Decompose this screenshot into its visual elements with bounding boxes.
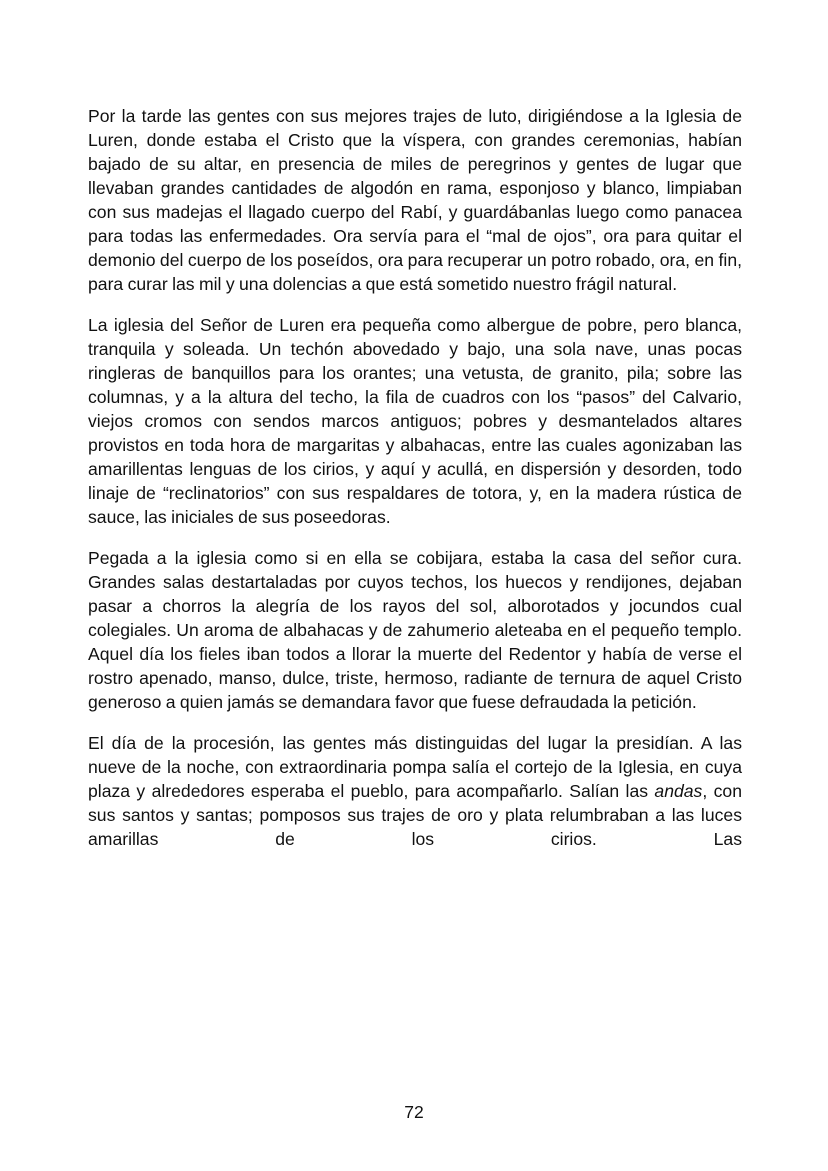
paragraph-priest-house: Pegada a la iglesia como si en ella se cobijara, estaba la casa del señor cura. Grandes salas destartaladas por cuyos techos, los huecos y rendijones, dejaban pasar a chorros la alegría de los rayos del sol, alborotados y jocundos cual colegiales. Un aroma de albahacas y de zahumerio aleteaba en el pequeño templo. Aquel día los fieles iban todos a llorar la muerte del Redentor y había de verse el rostro apenado, manso, dulce, triste, hermoso, radiante de ternura de aquel Cristo generoso a quien jamás se demandara favor que fuese defraudada la petición. xyxy=(88,548,742,712)
paragraph-afternoon-ritual: Por la tarde las gentes con sus mejores trajes de luto, dirigiéndose a la Iglesia de Luren, donde estaba el Cristo que la víspera, con grandes ceremonias, habían bajado de su altar, en presencia de miles de peregrinos y gentes de lugar que llevaban grandes cantidades de algodón en rama, esponjoso y blanco, limpiaban con sus madejas el llagado cuerpo del Rabí, y guardábanlas luego como panacea para todas las enfermedades. Ora servía para el “mal de ojos”, ora para quitar el demonio del cuerpo de los poseídos, ora para recuperar un potro robado, ora, en fin, para curar las mil y una dolencias a que está sometido nuestro frágil natural. xyxy=(88,106,742,294)
italic-term-andas: andas xyxy=(654,781,703,801)
procession-text-start: El día de la procesión, las gentes más distinguidas del lugar la presidían. A las nueve de la noche, con extraordinaria pompa salía el cortejo de la Iglesia, en cuya plaza y alrededores esperaba el pueblo, para acompañarlo. Salían las xyxy=(88,733,742,801)
procession-text-end: , con sus santos y santas; pomposos sus trajes de oro y plata relumbraban a las luces amarillas de los cirios. Las xyxy=(88,781,742,849)
paragraph-procession xyxy=(88,731,742,851)
paragraph-church-description: La iglesia del Señor de Luren era pequeña como albergue de pobre, pero blanca, tranquila y soleada. Un techón abovedado y bajo, una sola nave, unas pocas ringleras de banquillos para los orantes; una vetusta, de granito, pila; sobre las columnas, y a la altura del techo, la fila de cuadros con los “pasos” del Calvario, viejos cromos con sendos marcos antiguos; pobres y desmantelados altares provistos en toda hora de margaritas y albahacas, entre las cuales agonizaban las amarillentas lenguas de los cirios, y aquí y acullá, en dispersión y desorden, todo linaje de “reclinatorios” con sus respaldares de totora, y, en la madera rústica de sauce, las iniciales de sus poseedoras. xyxy=(88,315,742,527)
document-page-body xyxy=(88,104,742,868)
page-number: 72 xyxy=(404,1102,424,1122)
